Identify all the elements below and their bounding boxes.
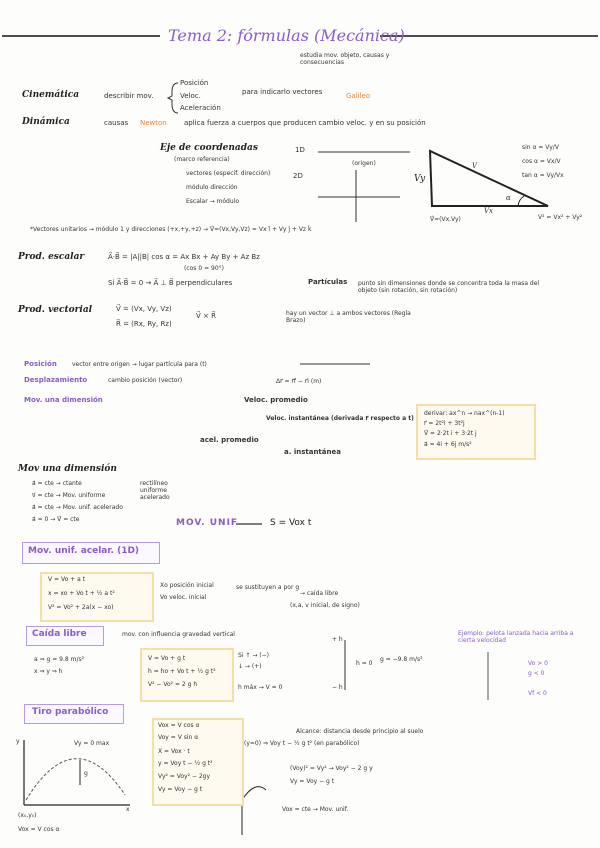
caida-hmax: h máx → V = 0 (238, 684, 283, 691)
tiro-note: (y=0) ⇒ Voy t − ½ g t² (en parabólico) (244, 740, 360, 747)
particulas-note: punto sin dimensiones donde se concentra toda la masa del objeto (sin rotación, sin rotación) (358, 280, 540, 294)
particulas-label: Partículas (308, 278, 348, 286)
ejes-item: módulo dirección (186, 184, 238, 191)
tiro-note: Vy = Voy − g t (290, 778, 335, 785)
mov-unif-label: MOV. UNIF (176, 518, 239, 528)
mrua-note: se sustituyen a por g (236, 584, 300, 591)
tiro-formula: y = Voy t − ½ g t² (158, 760, 213, 767)
caida-ejemplo: Ejemplo: pelota lanzada hacia arriba a cierta velocidad (458, 630, 574, 644)
mov-dim-heading: Mov una dimensión (18, 464, 117, 474)
tri-v: V (472, 162, 478, 170)
mov-dim-item: v⃗ = cte → Mov. uniforme (32, 492, 106, 499)
ejes-item: vectores (especif. dirección) (186, 170, 271, 177)
prod-escalar-f1b: (cos 0 = 90°) (184, 265, 224, 272)
plot-g: g (84, 770, 88, 777)
trig-formula: tan α = Vy/Vx (522, 172, 564, 179)
caida-sign: ↓ → (+) (238, 663, 262, 670)
caida-formula: h = ho + Vo t + ½ g t² (148, 668, 216, 675)
mov-dim-item: a⃗ = 0 → V⃗ = cte (32, 516, 80, 523)
prod-escalar-heading: Prod. escalar (18, 252, 85, 262)
acel-instantanea: a. instantánea (284, 448, 341, 456)
caida-xy: x ⇒ y ⇒ h (34, 668, 63, 675)
caida-axis-neg: − h (332, 684, 343, 691)
plot-vy0: Vy = 0 max (74, 740, 110, 747)
mrua-note: Vo veloc. inicial (160, 594, 207, 601)
caida-ej-val: Vf < 0 (528, 690, 547, 697)
cinematica-note: para indicarlo vectores (242, 88, 323, 96)
desplazamiento-formula: Δr⃗ = r⃗f − r⃗i (m) (276, 378, 322, 385)
prod-vectorial-heading: Prod. vectorial (18, 305, 93, 315)
caida-ej-val: Vo > 0 (528, 660, 548, 667)
caida-formula: V² − Vo² = 2 g h (148, 681, 198, 688)
mrua-formula: x = xo + Vo t + ½ a t² (48, 590, 115, 597)
prod-vectorial-v1: V⃗ = (Vx, Vy, Vz) (116, 305, 172, 313)
mov-unif-formula: S = Vox t (270, 518, 312, 528)
mov-una-dim-label: Mov. una dimensión (24, 396, 103, 404)
tri-vx: Vx (484, 207, 494, 215)
prod-escalar-f1: A⃗·B⃗ = |A||B| cos α = Ax Bx + Ay By + Az Bz (108, 253, 260, 261)
mrua-formula: V² = Vo² + 2a(x − xo) (48, 604, 114, 611)
cinematica-item: Veloc. (180, 92, 201, 100)
dinamica-heading: Dinámica (22, 117, 70, 127)
plot-x-label: x (126, 806, 130, 813)
trig-formula: cos α = Vx/V (522, 158, 561, 165)
caida-g: a ⇒ g = 9.8 m/s² (34, 656, 85, 663)
plot-y-label: y (16, 738, 20, 745)
plot-origin: (x₀,y₀) (18, 812, 37, 819)
mrua-heading: Mov. unif. acelar. (1D) (28, 546, 140, 556)
tri-pit: V² = Vx² + Vy² (538, 214, 583, 221)
mov-dim-item: a⃗ = cte → ctante (32, 480, 82, 487)
origin-label: (origen) (352, 160, 376, 167)
mrua-formula: V = Vo + a t (48, 576, 86, 583)
cinematica-author: Galileo (346, 92, 371, 100)
page-title: Tema 2: fórmulas (Mecánica) (168, 26, 405, 45)
caida-heading: Caída libre (32, 629, 87, 639)
label-2d: 2D (293, 172, 303, 180)
derivada-line: derivar: ax^n → nax^(n-1) (424, 410, 505, 417)
desplazamiento-text: cambio posición (vector) (108, 377, 183, 384)
tiro-formula: Vy² = Voy² − 2gy (158, 773, 211, 780)
tiro-note: (Voy)² = Vy² → Voy² − 2 g y (290, 765, 373, 772)
ejes-heading: Eje de coordenadas (160, 143, 258, 153)
derivada-line: r⃗ = 2t²i + 3t²j (424, 420, 465, 427)
tri-vec: V⃗=(Vx,Vy) (430, 216, 461, 223)
posicion-label: Posición (24, 360, 57, 368)
cinematica-item: Aceleración (180, 104, 221, 112)
caida-h0: h = 0 (356, 660, 373, 667)
caida-sign: Si ↑ → (−) (238, 652, 269, 659)
tiro-formula: Vy = Voy − g t (158, 786, 203, 793)
cinematica-item: Posición (180, 79, 209, 87)
ejes-sub: (marco referencia) (174, 156, 230, 163)
ejes-item: Escalar → módulo (186, 198, 240, 205)
caida-formula: V = Vo + g t (148, 655, 186, 662)
caida-gval: g = −9.8 m/s² (380, 656, 423, 663)
tiro-formula: Voy = V sin α (158, 734, 199, 741)
caida-desc: mov. con influencia gravedad vertical (122, 631, 235, 638)
mov-dim-brace: rectilíneo uniforme acelerado (140, 480, 170, 501)
derivada-line: V⃗ = 2·2t i + 3·2t j (424, 430, 477, 437)
caida-axis-pos: + h (332, 636, 343, 643)
mrua-note: (x,a, v inicial, de signo) (290, 602, 360, 609)
derivada-line: a⃗ = 4i + 6j m/s² (424, 441, 472, 448)
tiro-formula: X = Vox · t (158, 748, 190, 755)
dinamica-note: aplica fuerza a cuerpos que producen cambio veloc. y en su posición (184, 119, 426, 127)
prod-vectorial-note: hay un vector ⊥ a ambos vectores (Regla Brazo) (286, 310, 411, 324)
posicion-text: vector entre origen → lugar partícula para (t) (72, 361, 207, 368)
tri-vy: Vy (414, 174, 426, 184)
desplazamiento-label: Desplazamiento (24, 376, 88, 384)
tiro-note: Vox = cte → Mov. unif. (282, 806, 349, 813)
tri-alpha: α (506, 194, 511, 202)
veloc-instantanea: Veloc. instantánea (derivada r⃗ respecto a t) (266, 415, 414, 422)
label-1d: 1D (295, 146, 305, 154)
mov-dim-item: a⃗ = cte → Mov. unif. acelerado (32, 504, 123, 511)
trig-formula: sin α = Vy/V (522, 144, 559, 151)
tiro-note: Alcance: distancia desde principio al suelo (296, 728, 424, 735)
veloc-promedio: Veloc. promedio (244, 396, 308, 404)
mrua-note: Xo posición inicial (160, 582, 214, 589)
mrua-note: → caída libre (300, 590, 339, 597)
dinamica-author: Newton (140, 119, 167, 127)
dinamica-desc: causas (104, 119, 129, 127)
prod-escalar-f2: Si A⃗·B⃗ = 0 → A⃗ ⊥ B⃗ perpendiculares (108, 279, 233, 287)
tiro-formula: Vox = V cos α (158, 722, 200, 729)
plot-vox: Vox = V cos α (18, 826, 60, 833)
cinematica-heading: Cinemática (22, 90, 80, 100)
vectores-unitarios: *Vectores unitarios → módulo 1 y direcciones (+x,+y,+z) → V⃗=(Vx,Vy,Vz) = Vx î + Vy ĵ + Vz k̂ (30, 226, 312, 233)
tiro-heading: Tiro parabólico (32, 707, 109, 717)
acel-promedio: acel. promedio (200, 436, 259, 444)
subtitle: estudia mov. objeto, causas y consecuencias (300, 52, 390, 66)
cinematica-desc: describir mov. (104, 92, 154, 100)
prod-vectorial-cross: V⃗ × R⃗ (196, 312, 216, 320)
caida-ej-val: g < 0 (528, 670, 545, 677)
prod-vectorial-v2: R⃗ = (Rx, Ry, Rz) (116, 320, 172, 328)
